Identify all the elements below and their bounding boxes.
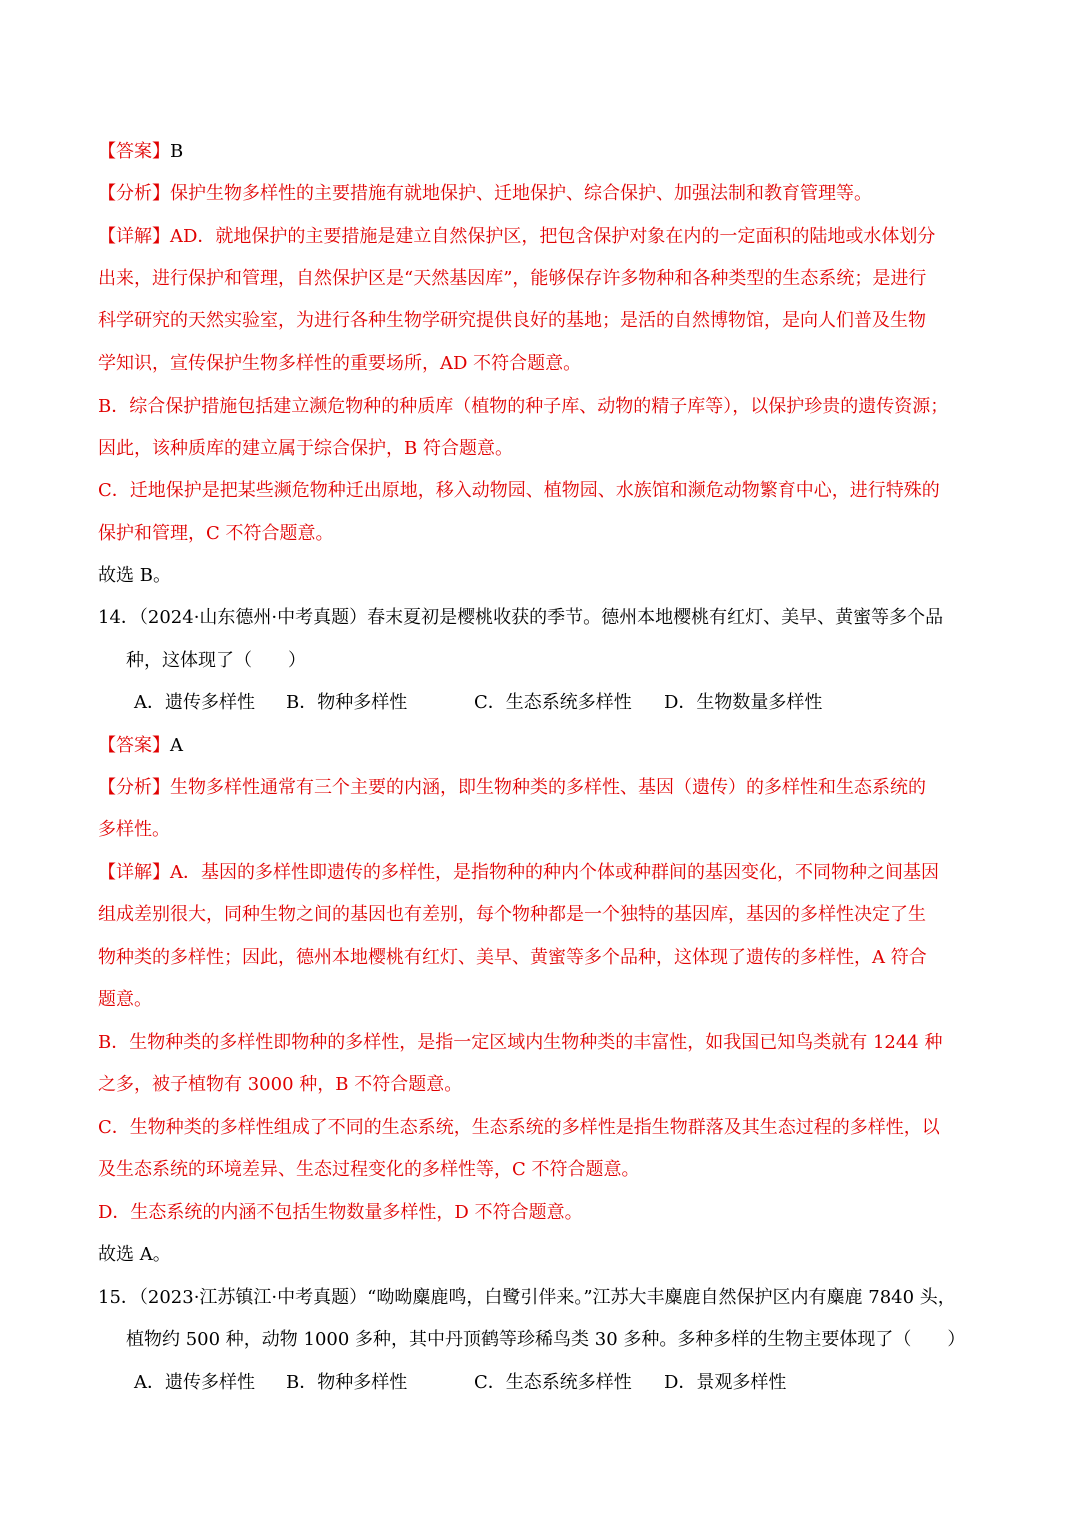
q13-detail-line: 出来，进行保护和管理，自然保护区是“天然基因库”，能够保存许多物种和各种类型的生态系统；是进行 [98,268,927,289]
answer-value: B [170,141,184,162]
q14-analysis-line: 多样性。 [98,819,170,840]
q14-answer-line [98,734,183,758]
option-a: A．遗传多样性 [134,692,255,713]
q14-detail-line: D．生态系统的内涵不包括生物数量多样性，D 不符合题意。 [98,1202,583,1223]
detail-tag: 【详解】 [98,226,170,247]
q13-detail-line: 科学研究的天然实验室，为进行各种生物学研究提供良好的基地；是活的自然博物馆，是向人们普及生物 [98,310,926,331]
detail-tag: 【详解】 [98,862,170,883]
q14-stem: 种，这体现了（ ） [126,650,306,671]
q13-answer-line [98,140,183,164]
q14-detail-line: C．生物种类的多样性组成了不同的生态系统，生态系统的多样性是指生物群落及其生态过程的多样性，以 [98,1117,940,1138]
option-b: B．物种多样性 [286,1372,408,1393]
analysis-text: 生物多样性通常有三个主要的内涵，即生物种类的多样性、基因（遗传）的多样性和生态系统的 [170,777,926,798]
answer-value: A [170,735,183,756]
q14-detail-line: 组成差别很大，同种生物之间的基因也有差别，每个物种都是一个独特的基因库，基因的多样性决定了生 [98,904,926,925]
answer-tag: 【答案】 [98,735,170,756]
q14-detail-line: 及生态系统的环境差异、生态过程变化的多样性等，C 不符合题意。 [98,1159,640,1180]
q14-detail-line: 之多，被子植物有 3000 种，B 不符合题意。 [98,1074,463,1095]
q14-detail-line: 物种类的多样性；因此，德州本地樱桃有红灯、美早、黄蜜等多个品种，这体现了遗传的多样性，A 符合 [98,947,927,968]
q15-stem: 植物约 500 种，动物 1000 多种，其中丹顶鹤等珍稀鸟类 30 多种。多种多样的生物主要体现了（ ） [126,1329,966,1350]
detail-text: A．基因的多样性即遗传的多样性，是指物种的种内个体或种群间的基因变化，不同物种之间基因 [170,862,939,883]
q14-detail-line: 题意。 [98,989,152,1010]
option-d: D．景观多样性 [664,1372,787,1393]
q14-conclusion: 故选 A。 [98,1244,171,1265]
analysis-tag: 【分析】 [98,183,170,204]
q13-detail-line: 保护和管理，C 不符合题意。 [98,523,334,544]
q13-detail-line: 因此，该种质库的建立属于综合保护，B 符合题意。 [98,438,513,459]
q13-analysis-line [98,182,872,206]
answer-tag: 【答案】 [98,141,170,162]
q14-analysis-line [98,776,926,800]
q15-stem: 15．（2023·江苏镇江·中考真题）“呦呦麋鹿鸣，白鹭引伴来。”江苏大丰麋鹿自然保护区内有麋鹿 7840 头， [98,1287,956,1308]
option-a: A．遗传多样性 [134,1372,255,1393]
option-d: D．生物数量多样性 [664,692,823,713]
q13-detail-line: C．迁地保护是把某些濒危物种迁出原地，移入动物园、植物园、水族馆和濒危动物繁育中心，进行特殊的 [98,480,940,501]
option-c: C．生态系统多样性 [474,1372,632,1393]
option-c: C．生态系统多样性 [474,692,632,713]
analysis-text: 保护生物多样性的主要措施有就地保护、迁地保护、综合保护、加强法制和教育管理等。 [170,183,872,204]
q14-stem: 14．（2024·山东德州·中考真题）春末夏初是樱桃收获的季节。德州本地樱桃有红灯、美早、黄蜜等多个品 [98,607,944,628]
q13-detail-line [98,225,935,249]
q14-detail-line: B．生物种类的多样性即物种的多样性，是指一定区域内生物种类的丰富性，如我国已知鸟类就有 1244 种 [98,1032,943,1053]
detail-text: AD．就地保护的主要措施是建立自然保护区，把包含保护对象在内的一定面积的陆地或水体划分 [170,226,936,247]
q13-conclusion: 故选 B。 [98,565,171,586]
option-b: B．物种多样性 [286,692,408,713]
q14-detail-line [98,861,939,885]
q13-detail-line: 学知识，宣传保护生物多样性的重要场所，AD 不符合题意。 [98,353,582,374]
analysis-tag: 【分析】 [98,777,170,798]
q13-detail-line: B．综合保护措施包括建立濒危物种的种质库（植物的种子库、动物的精子库等），以保护珍贵的遗传资源； [98,396,949,417]
